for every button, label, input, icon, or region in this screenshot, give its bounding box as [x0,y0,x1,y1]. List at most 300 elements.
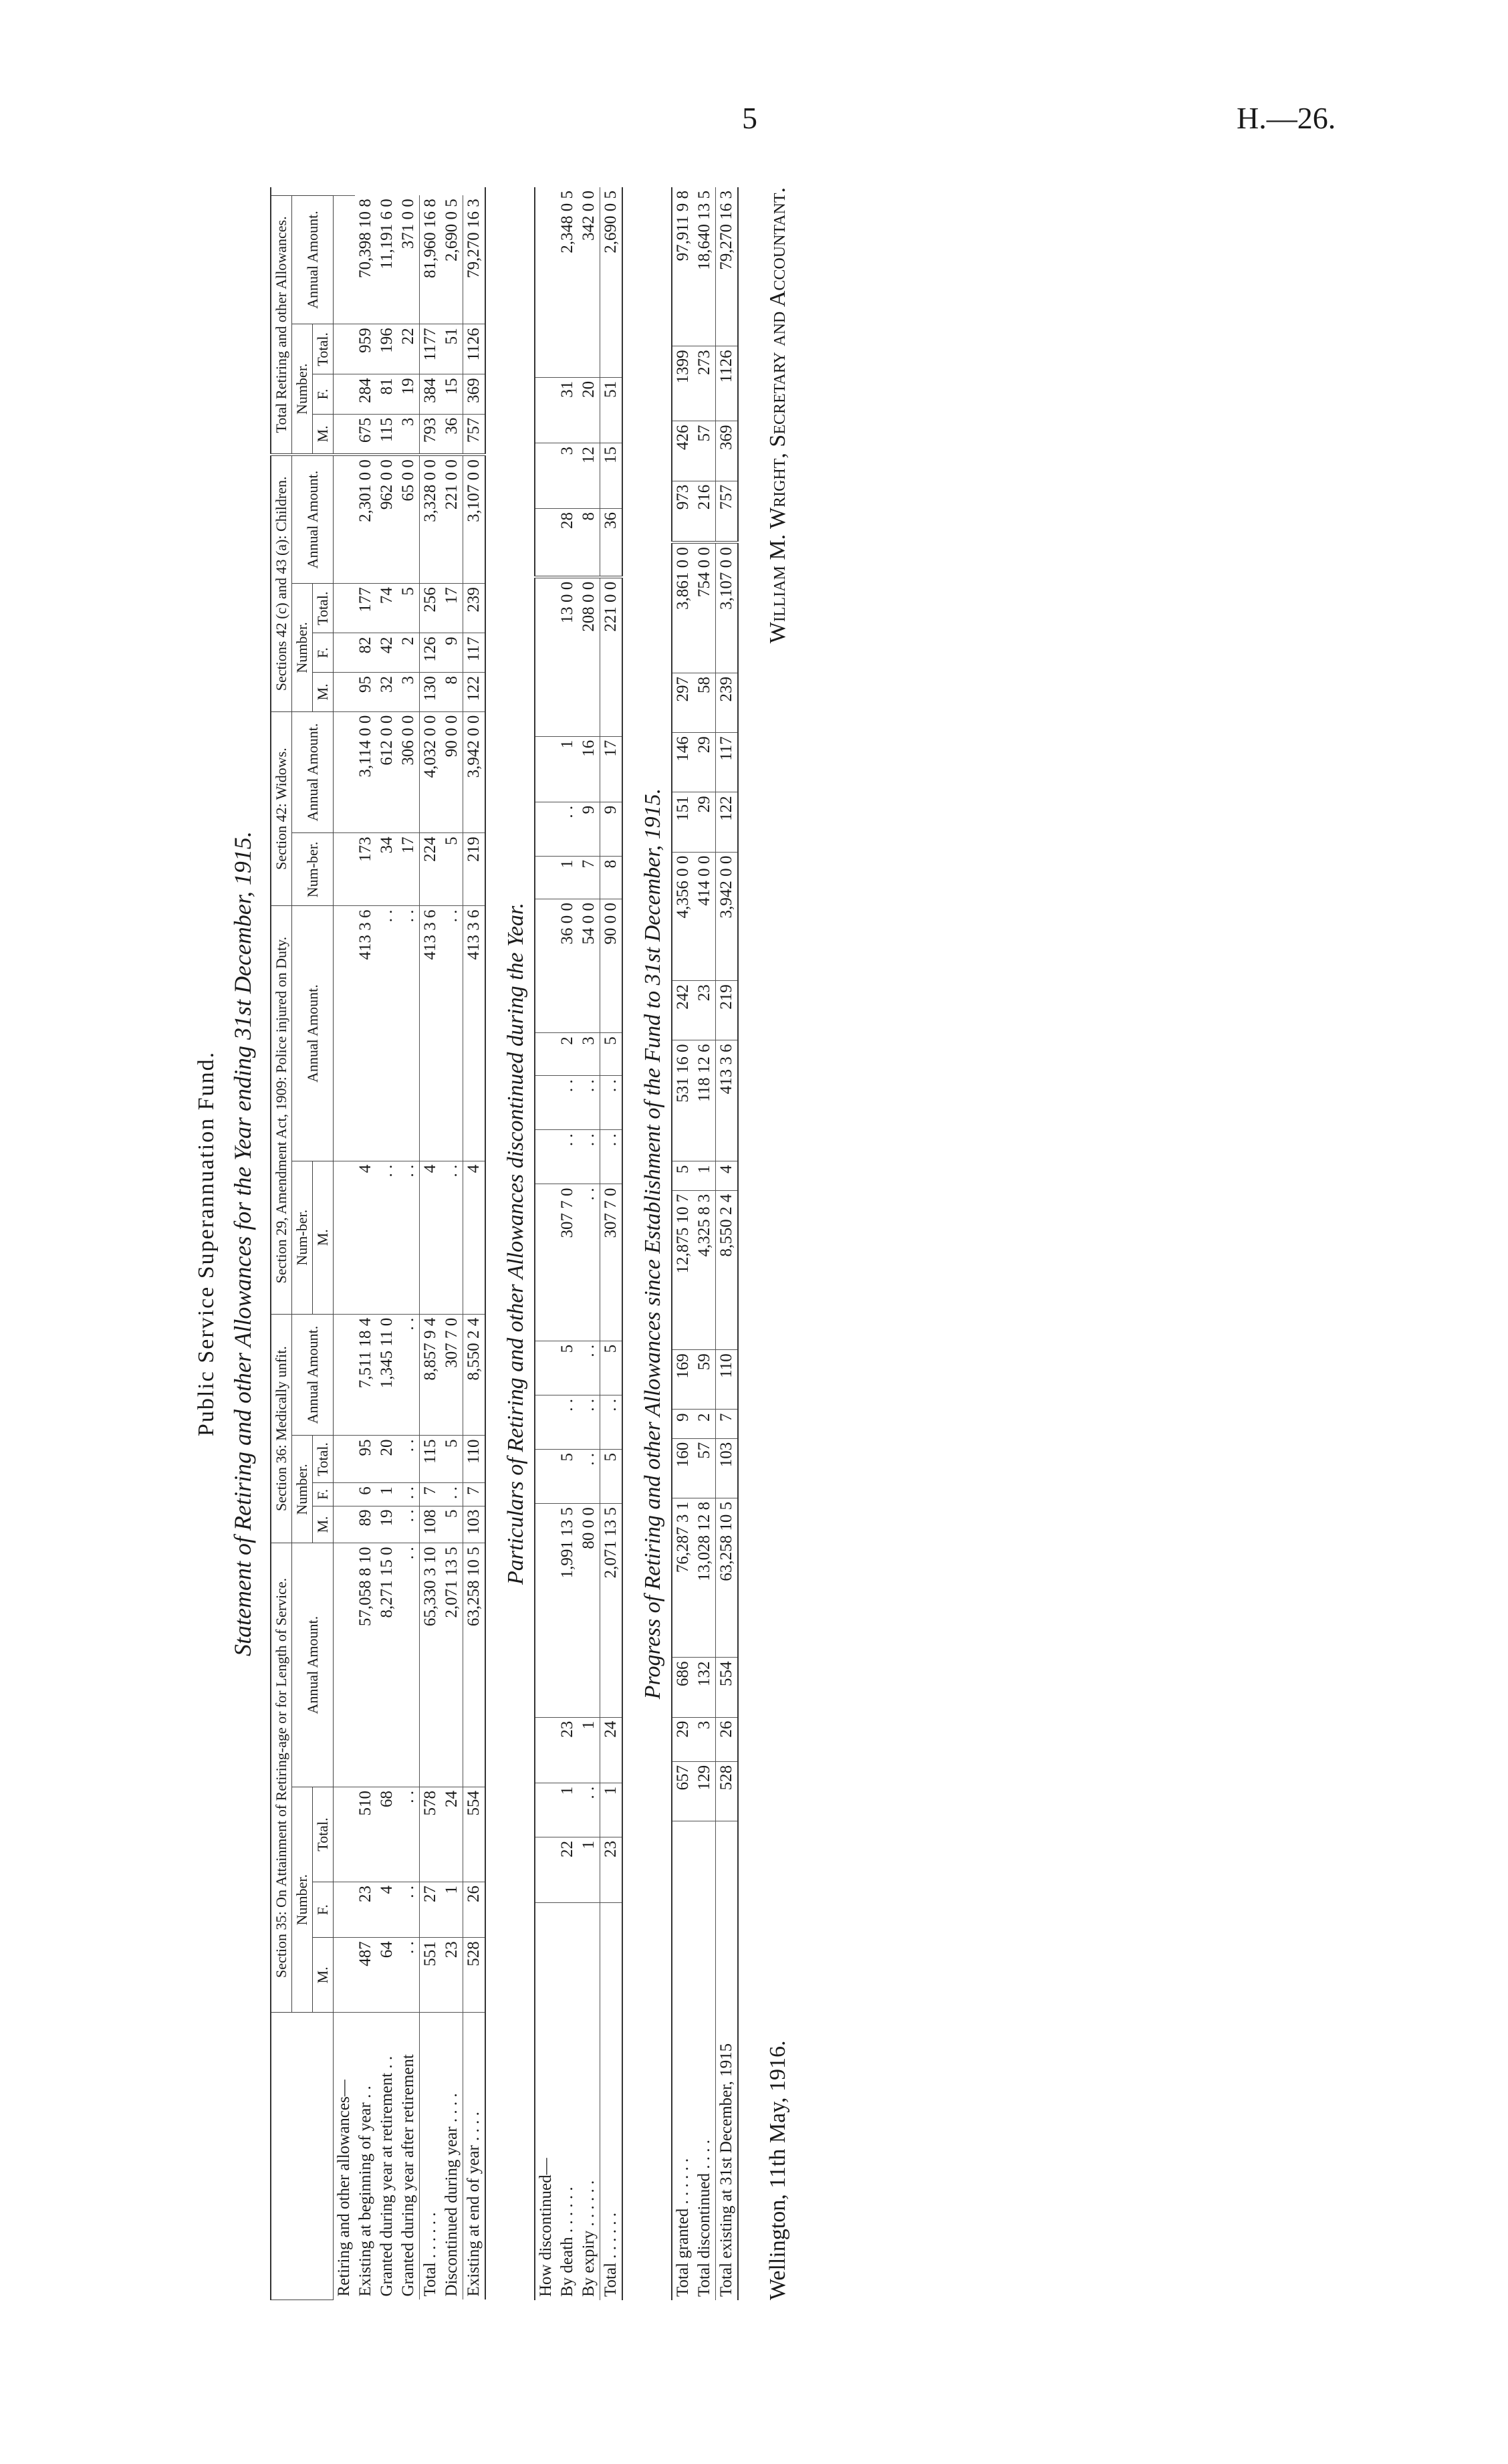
header-f: F. [313,1483,334,1506]
header-total-col: Total. [313,584,334,633]
row-label: By expiry . . . . . . [580,2180,598,2297]
table-cell: 12 [578,443,600,508]
table-cell: 219 [716,981,739,1040]
table-cell: 8 [441,673,463,712]
table-cell: 26 [716,1717,739,1761]
row-label: Existing at end of year . . . . [463,2013,486,2300]
rotated-content [194,187,1330,2300]
progress-body [672,187,738,2300]
table-cell: 531 16 0 [672,1040,694,1161]
table-cell: 89 [355,1506,376,1543]
table-cell: . . [578,1783,600,1837]
table-cell [334,195,356,324]
table-cell: 8 [600,856,623,899]
document-reference: H.—26. [1237,101,1336,135]
table-cell: 118 12 6 [694,1040,716,1161]
fund-title: Public Service Superannuation Fund. [194,1050,219,1437]
header-m: M. [313,1938,334,2013]
table-cell: 3,107 0 0 [463,455,486,584]
table-cell: 657 [672,1761,694,1821]
table-cell: 110 [716,1350,739,1410]
header-m: M. [313,414,334,455]
header-section-42c: Sections 42 (c) and 43 (a): Children. [271,455,292,711]
header-number: Number. [292,1436,313,1543]
table-cell: 754 0 0 [694,542,716,673]
table-cell: 273 [694,346,716,421]
header-section-35: Section 35: On Attainment of Retiring-age or for Length of Service. [271,1543,292,2013]
table-cell [334,833,356,906]
table-cell: 36 [441,414,463,455]
table-cell: 6 [355,1483,376,1506]
table-cell: . . [578,1450,600,1504]
table-cell: . . [578,1076,600,1130]
table-cell: 371 0 0 [398,195,420,324]
table-cell: 15 [441,374,463,414]
table-cell [535,377,557,443]
table-cell: 5 [600,1033,623,1076]
signature: William M. Wright, Secretary and Accountant. [765,187,790,644]
table-cell: . . [398,1314,420,1436]
table-cell: 110 [463,1436,486,1483]
table-cell: 487 [355,1938,376,2013]
table-cell: 3 [694,1717,716,1761]
header-f: F. [313,1882,334,1937]
table-cell: 81,960 16 8 [420,195,442,324]
table-cell: 5 [441,1506,463,1543]
table-cell: 224 [420,833,442,906]
row-label: Total . . . . . . [420,2013,442,2300]
table-cell: . . [578,1184,600,1341]
table-cell: 13,028 12 8 [694,1498,716,1658]
table-row [600,187,623,2300]
table-cell: 2 [398,633,420,673]
table-cell: 173 [355,833,376,906]
table-cell: 413 3 6 [355,906,376,1161]
table-cell: 81 [376,374,398,414]
table-cell: 3 [398,414,420,455]
table-cell: 426 [672,421,694,481]
table-cell: 2 [557,1033,578,1076]
progress-title: Progress of Retiring and other Allowances since Establishment of the Fund to 31st December, 1915. [640,788,665,1700]
table-cell: 58 [694,673,716,733]
table-cell: 5 [557,1341,578,1395]
table-row [694,187,716,2300]
table-cell: 3,861 0 0 [672,542,694,673]
table-cell: 18,640 13 5 [694,187,716,346]
table-cell [535,1504,557,1718]
table-cell: 3,107 0 0 [716,542,739,673]
table-cell: 16 [578,736,600,802]
statement-table [270,187,486,2300]
table-cell: 29 [672,1717,694,1761]
table-cell: 8 [578,509,600,577]
table-cell: 34 [376,833,398,906]
row-label: Granted during year at retirement . . [378,2055,396,2297]
table-cell: 369 [716,421,739,481]
table-cell: 216 [694,481,716,542]
table-cell: 528 [716,1761,739,1821]
table-cell: 307 7 0 [557,1184,578,1341]
table-cell: 108 [420,1506,442,1543]
date-line: Wellington, 11th May, 1916. [765,2040,790,2300]
table-cell: 24 [441,1787,463,1882]
table-cell [535,1033,557,1076]
table-cell: 9 [441,633,463,673]
table-cell: 4,032 0 0 [420,711,442,833]
header-total: Total Retiring and other Allowances. [271,195,292,455]
table-cell: 65,330 3 10 [420,1543,442,1787]
table-cell: 962 0 0 [376,455,398,584]
table-cell: 2,348 0 5 [557,187,578,377]
table-cell: 757 [716,481,739,542]
table-row [398,187,420,2300]
table-cell: 63,258 10 5 [463,1543,486,1787]
table-cell: 17 [441,584,463,633]
table-row [355,187,376,2300]
table-cell: 79,270 16 3 [716,187,739,346]
table-cell: . . [578,1395,600,1449]
table-cell [334,584,356,633]
table-cell: 306 0 0 [398,711,420,833]
table-cell: . . [600,1130,623,1184]
table-cell: . . [376,906,398,1161]
table-cell [334,673,356,712]
table-cell: . . [398,1506,420,1543]
table-cell: 57,058 8 10 [355,1543,376,1787]
header-total-col: Total. [313,1787,334,1882]
table-cell: 82 [355,633,376,673]
table-cell: 17 [398,833,420,906]
table-cell: . . [398,1787,420,1882]
table-cell: 1,345 11 0 [376,1314,398,1436]
header-section-42: Section 42: Widows. [271,711,292,906]
table-cell: . . [600,1076,623,1130]
table-cell: 1,991 13 5 [557,1504,578,1718]
table-cell: 5 [600,1341,623,1395]
table-cell: 79,270 16 3 [463,195,486,324]
table-cell: 7 [463,1483,486,1506]
table-row [672,187,694,2300]
table-cell: 9 [600,802,623,856]
table-cell: 1 [578,1837,600,1902]
table-cell: 23 [600,1837,623,1902]
row-label: Total discontinued . . . . [695,2139,713,2297]
table-cell: . . [376,1161,398,1314]
table-cell [535,1076,557,1130]
table-cell [535,1837,557,1902]
footer [765,187,791,2300]
table-cell: 414 0 0 [694,852,716,981]
table-cell: 256 [420,584,442,633]
table-cell: . . [578,1130,600,1184]
table-cell: . . [398,1882,420,1937]
table-cell: 42 [376,633,398,673]
table-cell: 959 [355,324,376,374]
table-cell [334,1436,356,1483]
header-m: M. [313,1161,334,1314]
table-cell: 1126 [463,324,486,374]
table-cell [334,455,356,584]
discontinued-title: Particulars of Retiring and other Allowances discontinued during the Year. [503,903,528,1585]
table-cell [535,187,557,377]
table-cell: 2,690 0 5 [600,187,623,377]
table-cell: 1126 [716,346,739,421]
table-cell [535,1717,557,1783]
table-cell: 9 [578,802,600,856]
table-cell: 4 [376,1882,398,1937]
table-cell [535,1450,557,1504]
table-cell: 221 0 0 [600,577,623,736]
table-cell: 219 [463,833,486,906]
table-cell: 413 3 6 [420,906,442,1161]
table-cell: 122 [716,792,739,852]
table-cell: . . [398,1483,420,1506]
table-cell: 307 7 0 [441,1314,463,1436]
table-cell: 32 [376,673,398,712]
table-cell: 1 [376,1483,398,1506]
table-cell: 2,071 13 5 [600,1504,623,1718]
header-annual: Annual Amount. [292,1543,334,1787]
table-cell: . . [398,906,420,1161]
table-cell: 65 0 0 [398,455,420,584]
table-row [420,187,442,2300]
table-row [334,187,356,2300]
table-cell: 554 [716,1658,739,1717]
progress-table [671,187,739,2300]
table-cell: 129 [694,1761,716,1821]
table-cell: 5 [441,1436,463,1483]
table-cell: 8,550 2 4 [463,1314,486,1436]
table-cell: 4 [716,1161,739,1190]
table-cell [535,577,557,736]
table-cell [334,1543,356,1787]
header-number: Number. [292,584,313,712]
header-m: M. [313,1506,334,1543]
table-cell: 51 [600,377,623,443]
table-cell: 1399 [672,346,694,421]
table-cell: 126 [420,633,442,673]
header-number: Number. [292,1787,313,2013]
table-cell: 76,287 3 1 [672,1498,694,1658]
table-cell: 13 0 0 [557,577,578,736]
table-cell [535,802,557,856]
blank-header [271,2013,334,2300]
table-cell [334,187,356,195]
table-cell: 23 [557,1717,578,1783]
row-label: Total . . . . . . [600,1902,623,2300]
header-f: F. [313,374,334,414]
table-cell: 242 [672,981,694,1040]
table-cell: 115 [376,414,398,455]
table-cell: 1 [557,856,578,899]
row-label: Total existing at 31st December, 1915 [716,1821,739,2300]
row-label: Granted during year after retirement [399,2054,417,2297]
table-cell: 115 [420,1436,442,1483]
table-cell: 3,114 0 0 [355,711,376,833]
table-cell: . . [578,1341,600,1395]
table-cell: 103 [463,1506,486,1543]
table-cell: 23 [441,1938,463,2013]
table-cell: 51 [441,324,463,374]
table-row [441,187,463,2300]
table-cell: 1 [557,1783,578,1837]
table-cell: 793 [420,414,442,455]
table-cell [535,1783,557,1837]
table-cell: 3 [578,1033,600,1076]
table-cell: 29 [694,792,716,852]
table-cell [535,856,557,899]
page-number: 5 [742,101,757,135]
table-cell [535,1130,557,1184]
table-cell: . . [441,1483,463,1506]
table-cell: 307 7 0 [600,1184,623,1341]
row-label: Total granted . . . . . . [674,2158,692,2297]
table-cell [334,324,356,374]
table-cell: 1 [441,1882,463,1937]
statement-body [334,187,486,2300]
table-cell: 384 [420,374,442,414]
table-cell: 19 [398,374,420,414]
table-cell: 1 [694,1161,716,1190]
header-number-short: Num-ber. [292,833,334,906]
table-cell [334,1882,356,1937]
table-cell: 26 [463,1882,486,1937]
table-cell: 97,911 9 8 [672,187,694,346]
table-row [578,187,600,2300]
table-cell: 528 [463,1938,486,2013]
table-cell: 31 [557,377,578,443]
table-cell: . . [398,1938,420,2013]
header-annual: Annual Amount. [292,906,334,1161]
header-number-short: Num-ber. [292,1161,313,1314]
table-cell: 208 0 0 [578,577,600,736]
table-cell: 675 [355,414,376,455]
table-cell: 122 [463,673,486,712]
table-cell: 297 [672,673,694,733]
table-cell: 23 [355,1882,376,1937]
table-cell: 36 0 0 [557,899,578,1032]
table-cell: 20 [578,377,600,443]
table-cell: 578 [420,1787,442,1882]
discontinued-body [535,187,622,2300]
table-cell: 342 0 0 [578,187,600,377]
table-cell: 2,071 13 5 [441,1543,463,1787]
table-cell: . . [441,906,463,1161]
table-cell: 11,191 6 0 [376,195,398,324]
table-cell: . . [600,1395,623,1449]
table-cell: 70,398 10 8 [355,195,376,324]
table-cell [334,711,356,833]
table-cell: 1 [578,1717,600,1783]
table-row [557,187,578,2300]
table-cell: . . [398,1161,420,1314]
table-cell: 23 [694,981,716,1040]
table-cell: . . [557,1395,578,1449]
table-cell: 221 0 0 [441,455,463,584]
table-cell: 117 [463,633,486,673]
table-cell: 103 [716,1438,739,1498]
table-cell: 90 0 0 [600,899,623,1032]
table-cell: . . [398,1543,420,1787]
table-cell: 554 [463,1787,486,1882]
statement-title: Statement of Retiring and other Allowances for the Year ending 31st December, 1915. [229,831,256,1656]
table-cell: 413 3 6 [463,906,486,1161]
table-cell: 2 [694,1410,716,1438]
table-cell: 7 [420,1483,442,1506]
header-m: M. [313,673,334,712]
table-cell [535,443,557,508]
table-cell: 63,258 10 5 [716,1498,739,1658]
table-row [716,187,739,2300]
table-cell: 117 [716,733,739,792]
table-cell: . . [398,1436,420,1483]
header-number: Number. [292,324,313,455]
table-cell: 95 [355,673,376,712]
table-cell: . . [557,1130,578,1184]
table-cell: 1 [557,736,578,802]
table-cell [535,1341,557,1395]
table-cell [535,1184,557,1341]
table-cell: 4,325 8 3 [694,1190,716,1350]
table-cell [334,1314,356,1436]
header-total-col: Total. [313,324,334,374]
table-cell [334,414,356,455]
table-cell: 160 [672,1438,694,1498]
table-cell: 95 [355,1436,376,1483]
row-label: Retiring and other allowances— [335,2080,353,2297]
header-annual: Annual Amount. [292,711,334,833]
table-row [463,187,486,2300]
table-row [376,187,398,2300]
table-cell: 510 [355,1787,376,1882]
table-cell: . . [441,1161,463,1314]
table-cell: 74 [376,584,398,633]
table-cell: 151 [672,792,694,852]
header-annual: Annual Amount. [292,1314,334,1436]
header-annual: Annual Amount. [292,195,334,324]
table-cell: 5 [600,1450,623,1504]
table-cell: 8,857 9 4 [420,1314,442,1436]
table-cell: 4 [420,1161,442,1314]
table-cell [334,633,356,673]
row-label: By death . . . . . . [558,2187,576,2297]
table-cell: 1 [600,1783,623,1837]
table-cell: 169 [672,1350,694,1410]
table-cell: 68 [376,1787,398,1882]
table-cell: 57 [694,1438,716,1498]
table-cell: 3,328 0 0 [420,455,442,584]
table-row [535,187,557,2300]
table-cell: 54 0 0 [578,899,600,1032]
table-cell: 17 [600,736,623,802]
table-cell: 177 [355,584,376,633]
discontinued-table [534,187,623,2300]
table-cell: 196 [376,324,398,374]
table-cell [334,1938,356,2013]
table-cell: 612 0 0 [376,711,398,833]
table-cell [334,1483,356,1506]
table-cell [535,509,557,577]
table-cell: . . [557,1076,578,1130]
table-cell [334,374,356,414]
row-label: Discontinued during year . . . . [443,2093,461,2297]
table-cell: 5 [398,584,420,633]
table-cell [334,1161,356,1314]
table-cell: 64 [376,1938,398,2013]
table-cell: 80 0 0 [578,1504,600,1718]
table-cell: 369 [463,374,486,414]
table-cell [535,899,557,1032]
